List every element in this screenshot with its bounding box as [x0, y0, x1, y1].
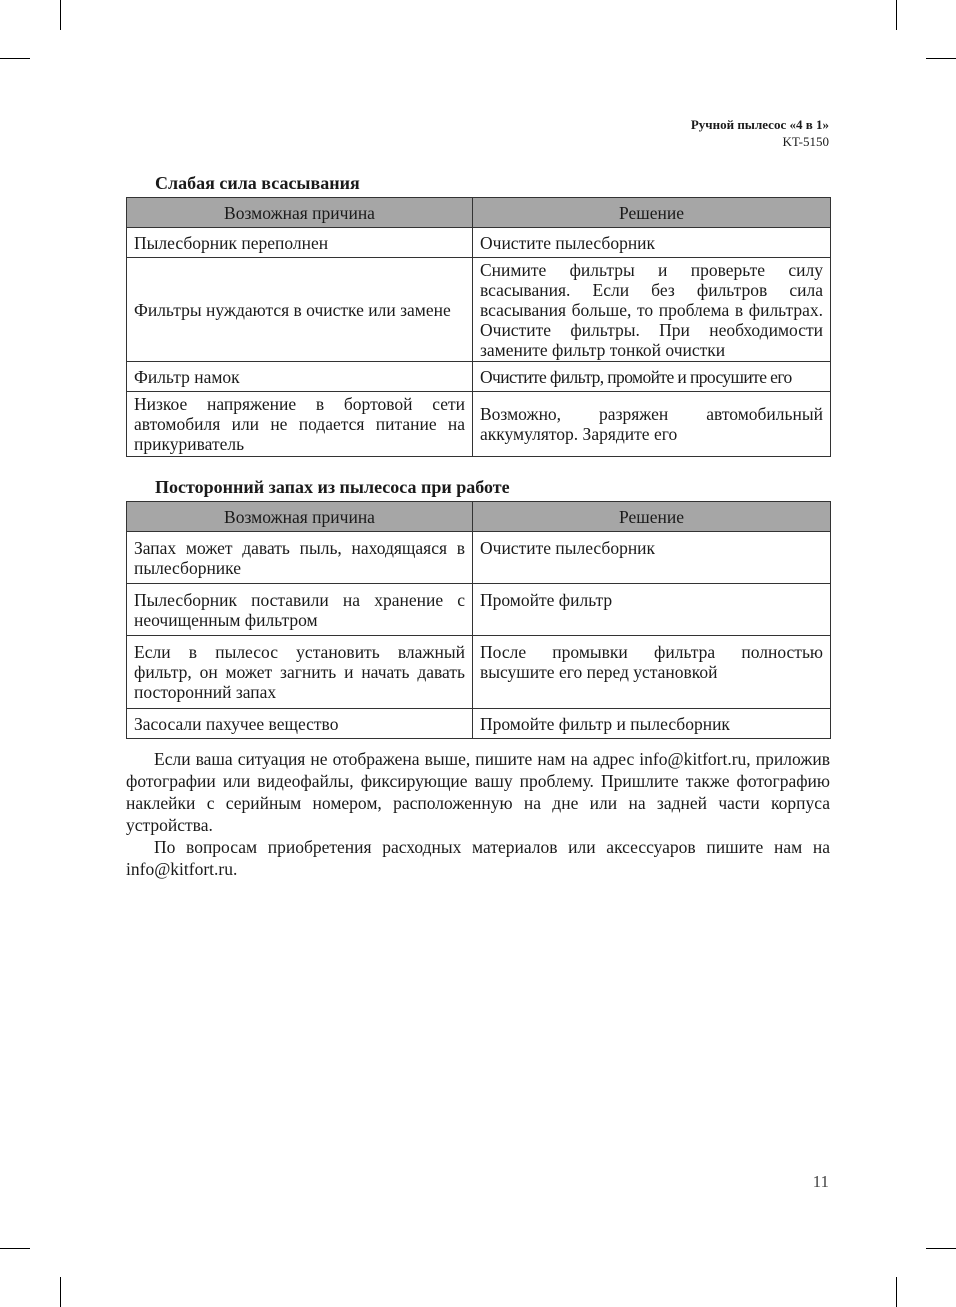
solution-cell: Снимите фильтры и проверьте силу всасывания. Если без фильтров сила всасывания больше, то проблема в фильтрах. Очистите фильтры. При необходимости замените фильтр тонкой очистки — [473, 258, 831, 362]
column-header-solution: Решение — [473, 502, 831, 532]
table-row — [127, 636, 831, 709]
troubleshooting-table-odor — [126, 501, 831, 739]
table-row — [127, 258, 831, 362]
table-row — [127, 228, 831, 258]
accessories-paragraph: По вопросам приобретения расходных материалов или аксессуаров пишите нам на info@kitfort.ru. — [126, 837, 830, 879]
table-header-row — [127, 502, 831, 532]
solution-cell: Очистите пылесборник — [473, 228, 831, 258]
cause-cell: Пылесборник поставили на хранение с неочищенным фильтром — [127, 584, 473, 636]
cause-cell: Если в пылесос установить влажный фильтр, он может загнить и начать давать посторонний запах — [127, 636, 473, 709]
table-row — [127, 709, 831, 739]
solution-cell: Очистите фильтр, промойте и просушите его — [473, 362, 831, 392]
cause-cell: Пылесборник переполнен — [127, 228, 473, 258]
crop-mark — [60, 0, 61, 30]
column-header-solution: Решение — [473, 198, 831, 228]
column-header-cause: Возможная причина — [127, 198, 473, 228]
section-title-odor: Посторонний запах из пылесоса при работе — [155, 477, 510, 497]
page-number: 11 — [812, 1172, 829, 1191]
table-row — [127, 362, 831, 392]
crop-mark — [0, 1248, 30, 1249]
solution-cell: После промывки фильтра полностью высушите его перед установкой — [473, 636, 831, 709]
solution-cell: Очистите пылесборник — [473, 532, 831, 584]
cause-cell: Фильтры нуждаются в очистке или замене — [127, 258, 473, 362]
product-name: Ручной пылесос «4 в 1» — [690, 117, 829, 132]
cause-cell: Фильтр намок — [127, 362, 473, 392]
cause-cell: Засосали пахучее вещество — [127, 709, 473, 739]
solution-cell: Возможно, разряжен автомобильный аккумулятор. Зарядите его — [473, 392, 831, 457]
column-header-cause: Возможная причина — [127, 502, 473, 532]
crop-mark — [896, 0, 897, 30]
table-row — [127, 532, 831, 584]
crop-mark — [0, 58, 30, 59]
table-header-row — [127, 198, 831, 228]
crop-mark — [926, 58, 956, 59]
cause-cell: Запах может давать пыль, находящаяся в пылесборнике — [127, 532, 473, 584]
page-header — [691, 116, 829, 150]
table-row — [127, 392, 831, 457]
crop-mark — [896, 1277, 897, 1307]
section-title-weak-suction: Слабая сила всасывания — [155, 173, 360, 193]
model-number: KT-5150 — [782, 134, 829, 149]
solution-cell: Промойте фильтр — [473, 584, 831, 636]
cause-cell: Низкое напряжение в бортовой сети автомобиля или не подается питание на прикуриватель — [127, 392, 473, 457]
crop-mark — [926, 1248, 956, 1249]
troubleshooting-table-weak-suction — [126, 197, 831, 457]
crop-mark — [60, 1277, 61, 1307]
table-row — [127, 584, 831, 636]
contact-paragraph: Если ваша ситуация не отображена выше, пишите нам на адрес info@kitfort.ru, приложив фотографии или видеофайлы, фиксирующие вашу проблему. Пришлите также фотографию наклейки с серийным номером, расположенную на дне или на задней части корпуса устройства. — [126, 749, 830, 835]
solution-cell: Промойте фильтр и пылесборник — [473, 709, 831, 739]
